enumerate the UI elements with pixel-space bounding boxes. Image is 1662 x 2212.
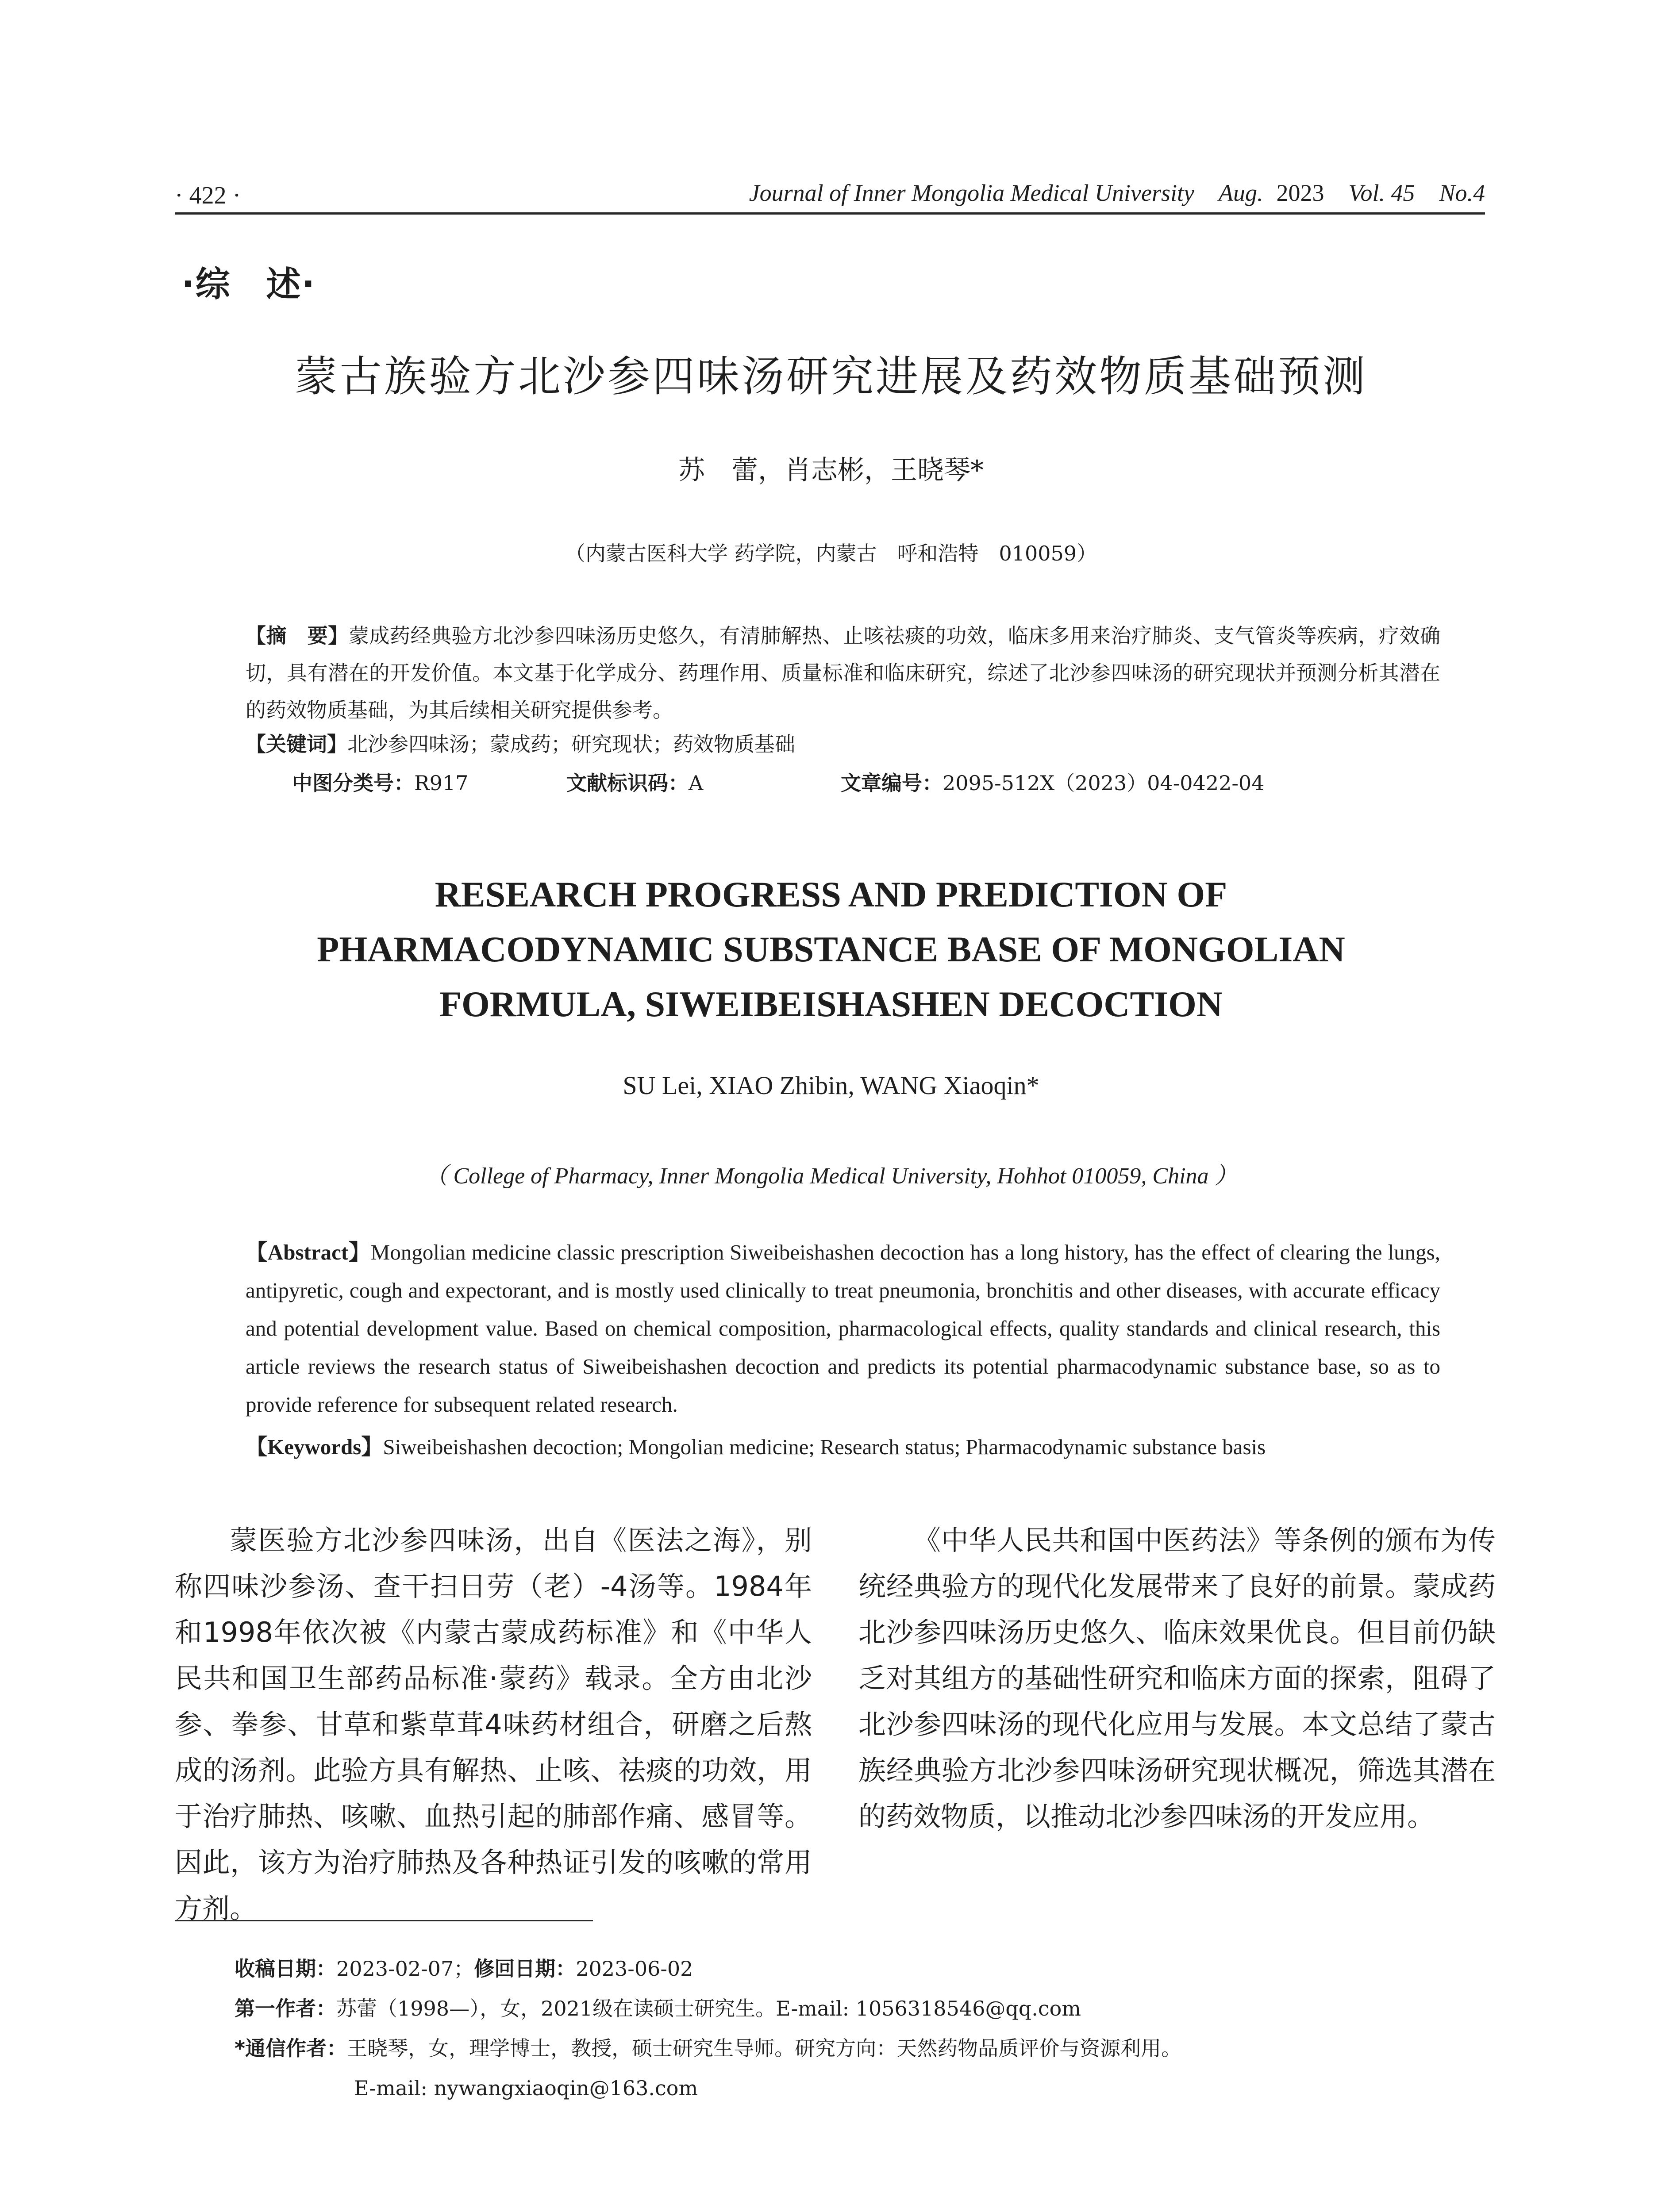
title-english-line: FORMULA, SIWEIBEISHASHEN DECOCTION xyxy=(439,984,1223,1024)
corresponding-value: 王晓琴，女，理学博士，教授，硕士研究生导师。研究方向：天然药物品质评价与资源利用。 xyxy=(347,2036,1182,2060)
abstract-english-label: 【Abstract】 xyxy=(246,1240,371,1264)
section-tag: ·综 述· xyxy=(181,265,316,304)
body-paragraph: 蒙医验方北沙参四味汤，出自《医法之海》，别称四味沙参汤、查干扫日劳（老）-4汤等。1984年和1998年依次被《内蒙古蒙成药标准》和《中华人民共和国卫生部药品标准·蒙药》载录。全方由北沙参、拳参、甘草和紫草茸4味药材组合，研磨之后熬成的汤剂。此验方具有解热、止咳、祛痰的功效，用于治疗肺热、咳嗽、血热引起的肺部作痛、感冒等。因此，该方为治疗肺热及各种热证引发的咳嗽的常用方剂。 xyxy=(175,1524,812,1924)
clc-label: 中图分类号： xyxy=(292,771,414,795)
corresponding-label: *通信作者： xyxy=(235,2036,347,2060)
keywords-label: 【关键词】 xyxy=(246,732,347,756)
revised-label: 修回日期： xyxy=(474,1957,576,1981)
title-english-line: RESEARCH PROGRESS AND PREDICTION OF xyxy=(435,874,1227,914)
first-author-label: 第一作者： xyxy=(235,1997,336,2020)
body-paragraph: 《中华人民共和国中医药法》等条例的颁布为传统经典验方的现代化发展带来了良好的前景。蒙成药北沙参四味汤历史悠久、临床效果优良。但目前仍缺乏对其组方的基础性研究和临床方面的探索，阻碍了北沙参四味汤的现代化应用与发展。本文总结了蒙古族经典验方北沙参四味汤研究现状概况，筛选其潜在的药效物质，以推动北沙参四味汤的开发应用。 xyxy=(858,1524,1496,1832)
running-head xyxy=(749,179,1485,207)
issue-year: 2023 xyxy=(1276,180,1324,206)
doc-code-value: A xyxy=(689,771,704,795)
abstract-english xyxy=(246,1233,1440,1424)
title-english xyxy=(0,867,1662,1032)
title-english-line: PHARMACODYNAMIC SUBSTANCE BASE OF MONGOLIAN xyxy=(317,929,1345,969)
authors-chinese: 苏 蕾，肖志彬，王晓琴* xyxy=(678,455,984,486)
title-chinese: 蒙古族验方北沙参四味汤研究进展及药效物质基础预测 xyxy=(295,352,1367,401)
received-value: 2023-02-07； xyxy=(336,1957,474,1981)
footnote-corresponding-author xyxy=(235,2028,1181,2068)
classification-line xyxy=(292,764,1264,802)
journal-name: Journal of Inner Mongolia Medical University xyxy=(749,180,1194,206)
footnote-first-author xyxy=(235,1989,1181,2028)
header-rule xyxy=(175,212,1485,215)
abstract-label: 【摘 要】 xyxy=(246,624,349,648)
issue-volume: Vol. 45 xyxy=(1348,180,1415,206)
keywords-text: 北沙参四味汤；蒙成药；研究现状；药效物质基础 xyxy=(347,732,795,756)
received-label: 收稿日期： xyxy=(235,1957,336,1981)
issue-number: No.4 xyxy=(1439,180,1485,206)
corresponding-email: E-mail: nywangxiaoqin@163.com xyxy=(354,2076,698,2100)
body-column-left xyxy=(175,1517,812,1932)
affiliation-english: （ College of Pharmacy, Inner Mongolia Medical University, Hohhot 010059, China ） xyxy=(424,1164,1238,1189)
affiliation-chinese: （内蒙古医科大学 药学院，内蒙古 呼和浩特 010059） xyxy=(565,541,1097,565)
article-number-label: 文章编号： xyxy=(841,771,943,795)
footnotes xyxy=(235,1949,1181,2108)
revised-value: 2023-06-02 xyxy=(576,1957,693,1981)
keywords-english-text: Siweibeishashen decoction; Mongolian medicine; Research status; Pharmacodynamic substance basis xyxy=(383,1435,1266,1459)
footnote-dates xyxy=(235,1949,1181,1989)
authors-english: SU Lei, XIAO Zhibin, WANG Xiaoqin* xyxy=(623,1071,1039,1100)
article-number-value: 2095-512X（2023）04-0422-04 xyxy=(943,771,1265,795)
body-column-right xyxy=(858,1517,1496,1839)
first-author-value: 苏蕾（1998—），女，2021级在读硕士研究生。E-mail: 1056318546@qq.com xyxy=(336,1997,1081,2020)
doc-code-label: 文献标识码： xyxy=(566,771,689,795)
keywords-english-label: 【Keywords】 xyxy=(246,1435,383,1459)
page-number: · 422 · xyxy=(175,182,241,209)
footnote-rule xyxy=(175,1920,593,1921)
abstract-english-text: Mongolian medicine classic prescription Siweibeishashen decoction has a long history, has the effect of clearing the lungs, antipyretic, cough and expectorant, and is mostly used clinically to treat pneumonia, bronchitis and other diseases, with accurate efficacy and potential development value. Based on chemical composition, pharmacological effects, quality standards and clinical research, this article reviews the research status of Siweibeishashen decoction and predicts its potential pharmacodynamic substance base, so as to provide reference for subsequent related research. xyxy=(246,1240,1441,1417)
clc-value: R917 xyxy=(414,771,469,795)
abstract-text: 蒙成药经典验方北沙参四味汤历史悠久，有清肺解热、止咳祛痰的功效，临床多用来治疗肺炎、支气管炎等疾病，疗效确切，具有潜在的开发价值。本文基于化学成分、药理作用、质量标准和临床研究，综述了北沙参四味汤的研究现状并预测分析其潜在的药效物质基础，为其后续相关研究提供参考。 xyxy=(246,624,1441,722)
issue-month: Aug. xyxy=(1218,180,1263,206)
keywords-chinese xyxy=(246,726,795,763)
keywords-english xyxy=(246,1428,1440,1466)
abstract-chinese xyxy=(246,617,1440,729)
